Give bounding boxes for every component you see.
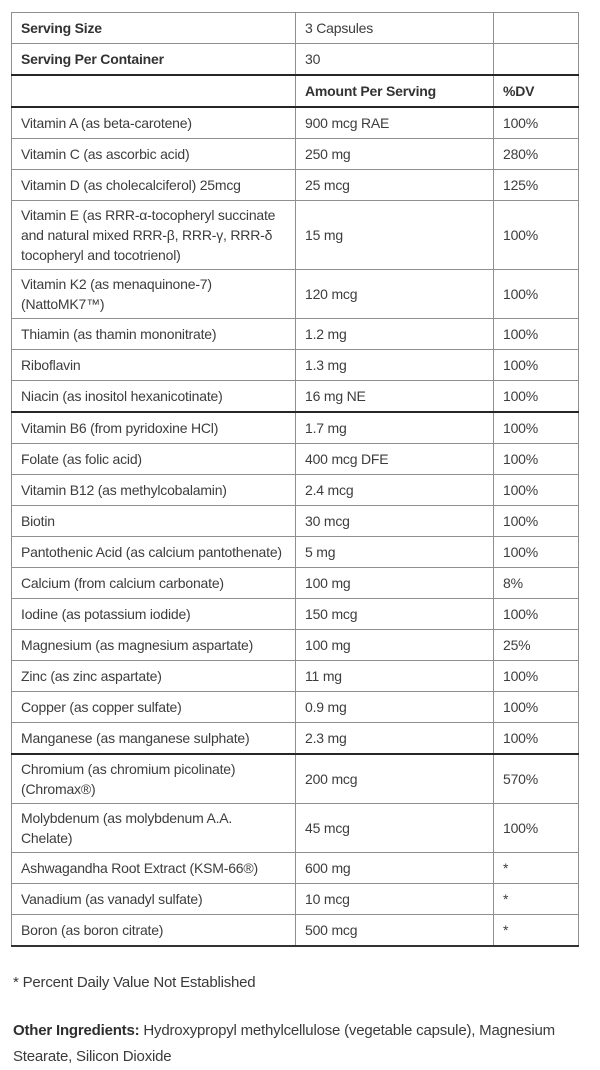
ingredient-dv: 100%: [494, 804, 579, 853]
ingredient-dv: 100%: [494, 107, 579, 139]
ingredient-amount: 150 mcg: [296, 599, 494, 630]
ingredient-dv: 125%: [494, 170, 579, 201]
ingredient-row: [12, 270, 579, 319]
ingredient-name: Copper (as copper sulfate): [12, 692, 296, 723]
ingredient-row: [12, 884, 579, 915]
ingredient-row: [12, 661, 579, 692]
serving-size-row: [12, 13, 579, 44]
ingredient-name: Vitamin B6 (from pyridoxine HCl): [12, 412, 296, 444]
ingredient-name: Biotin: [12, 506, 296, 537]
ingredient-dv: 100%: [494, 506, 579, 537]
ingredient-name: Calcium (from calcium carbonate): [12, 568, 296, 599]
ingredient-amount: 16 mg NE: [296, 381, 494, 413]
ingredient-name: Ashwagandha Root Extract (KSM-66®): [12, 853, 296, 884]
ingredient-amount: 900 mcg RAE: [296, 107, 494, 139]
other-ingredients-text: Hydroxypropyl methylcellulose (vegetable capsule), Magnesium Stearate, Silicon Dioxide: [13, 1022, 555, 1065]
ingredient-dv: 100%: [494, 692, 579, 723]
ingredient-row: [12, 599, 579, 630]
ingredient-row: [12, 319, 579, 350]
empty-cell: [494, 44, 579, 76]
ingredient-amount: 25 mcg: [296, 170, 494, 201]
ingredient-row: [12, 506, 579, 537]
ingredient-row: [12, 381, 579, 413]
ingredient-amount: 400 mcg DFE: [296, 444, 494, 475]
ingredient-name: Thiamin (as thamin mononitrate): [12, 319, 296, 350]
other-ingredients-label: Other Ingredients:: [13, 1022, 140, 1039]
serving-size-label: Serving Size: [12, 13, 296, 44]
ingredient-dv: *: [494, 884, 579, 915]
ingredient-amount: 15 mg: [296, 201, 494, 270]
ingredient-amount: 2.3 mg: [296, 723, 494, 755]
ingredient-row: [12, 350, 579, 381]
ingredient-name: Zinc (as zinc aspartate): [12, 661, 296, 692]
ingredient-amount: 30 mcg: [296, 506, 494, 537]
servings-per-container-label: Serving Per Container: [12, 44, 296, 76]
ingredient-dv: *: [494, 853, 579, 884]
ingredient-row: [12, 170, 579, 201]
ingredient-name: Boron (as boron citrate): [12, 915, 296, 947]
ingredient-dv: 8%: [494, 568, 579, 599]
ingredient-row: [12, 915, 579, 947]
ingredient-dv: 100%: [494, 661, 579, 692]
ingredient-amount: 120 mcg: [296, 270, 494, 319]
ingredient-name: Vitamin K2 (as menaquinone-7) (NattoMK7™): [12, 270, 296, 319]
ingredient-name: Vitamin D (as cholecalciferol) 25mcg: [12, 170, 296, 201]
ingredient-amount: 500 mcg: [296, 915, 494, 947]
ingredient-row: [12, 201, 579, 270]
ingredient-dv: 100%: [494, 475, 579, 506]
dv-footnote: * Percent Daily Value Not Established: [13, 974, 256, 991]
ingredient-row: [12, 444, 579, 475]
ingredient-amount: 1.7 mg: [296, 412, 494, 444]
ingredient-row: [12, 568, 579, 599]
ingredient-row: [12, 537, 579, 568]
ingredient-row: [12, 754, 579, 804]
ingredient-name: Manganese (as manganese sulphate): [12, 723, 296, 755]
ingredient-name: Molybdenum (as molybdenum A.A. Chelate): [12, 804, 296, 853]
ingredient-dv: 100%: [494, 201, 579, 270]
ingredient-name: Vitamin E (as RRR-α-tocopheryl succinate and natural mixed RRR-β, RRR-γ, RRR-δ tocopheryl and tocotrienol): [12, 201, 296, 270]
ingredient-amount: 250 mg: [296, 139, 494, 170]
dv-header: %DV: [494, 75, 579, 107]
ingredient-amount: 600 mg: [296, 853, 494, 884]
empty-cell: [12, 75, 296, 107]
ingredient-amount: 5 mg: [296, 537, 494, 568]
ingredient-amount: 11 mg: [296, 661, 494, 692]
ingredient-name: Magnesium (as magnesium aspartate): [12, 630, 296, 661]
ingredient-amount: 45 mcg: [296, 804, 494, 853]
amount-per-serving-header: Amount Per Serving: [296, 75, 494, 107]
ingredient-amount: 100 mg: [296, 568, 494, 599]
ingredient-dv: 280%: [494, 139, 579, 170]
ingredient-dv: 100%: [494, 381, 579, 413]
ingredient-name: Riboflavin: [12, 350, 296, 381]
ingredient-name: Folate (as folic acid): [12, 444, 296, 475]
ingredient-dv: 100%: [494, 537, 579, 568]
ingredient-dv: 100%: [494, 350, 579, 381]
ingredient-dv: 570%: [494, 754, 579, 804]
ingredient-name: Vanadium (as vanadyl sulfate): [12, 884, 296, 915]
ingredient-dv: 25%: [494, 630, 579, 661]
ingredient-row: [12, 475, 579, 506]
supplement-facts-table: [11, 12, 579, 947]
column-header-row: [12, 75, 579, 107]
ingredient-row: [12, 412, 579, 444]
ingredient-dv: *: [494, 915, 579, 947]
ingredient-dv: 100%: [494, 723, 579, 755]
ingredient-amount: 0.9 mg: [296, 692, 494, 723]
ingredient-row: [12, 853, 579, 884]
ingredient-dv: 100%: [494, 412, 579, 444]
ingredient-amount: 1.3 mg: [296, 350, 494, 381]
ingredient-dv: 100%: [494, 270, 579, 319]
ingredient-name: Vitamin B12 (as methylcobalamin): [12, 475, 296, 506]
serving-size-value: 3 Capsules: [296, 13, 494, 44]
empty-cell: [494, 13, 579, 44]
ingredient-name: Niacin (as inositol hexanicotinate): [12, 381, 296, 413]
ingredient-row: [12, 630, 579, 661]
ingredient-name: Vitamin C (as ascorbic acid): [12, 139, 296, 170]
ingredient-name: Pantothenic Acid (as calcium pantothenate): [12, 537, 296, 568]
ingredient-name: Iodine (as potassium iodide): [12, 599, 296, 630]
ingredient-row: [12, 139, 579, 170]
ingredient-row: [12, 692, 579, 723]
ingredient-row: [12, 723, 579, 755]
ingredient-row: [12, 804, 579, 853]
ingredient-amount: 2.4 mcg: [296, 475, 494, 506]
servings-per-container-value: 30: [296, 44, 494, 76]
ingredient-amount: 100 mg: [296, 630, 494, 661]
ingredient-amount: 1.2 mg: [296, 319, 494, 350]
ingredient-dv: 100%: [494, 444, 579, 475]
ingredient-name: Chromium (as chromium picolinate) (Chromax®): [12, 754, 296, 804]
ingredient-amount: 10 mcg: [296, 884, 494, 915]
ingredient-dv: 100%: [494, 319, 579, 350]
ingredient-dv: 100%: [494, 599, 579, 630]
servings-per-container-row: [12, 44, 579, 76]
other-ingredients-note: [13, 1018, 575, 1070]
ingredient-row: [12, 107, 579, 139]
ingredient-amount: 200 mcg: [296, 754, 494, 804]
ingredient-name: Vitamin A (as beta-carotene): [12, 107, 296, 139]
